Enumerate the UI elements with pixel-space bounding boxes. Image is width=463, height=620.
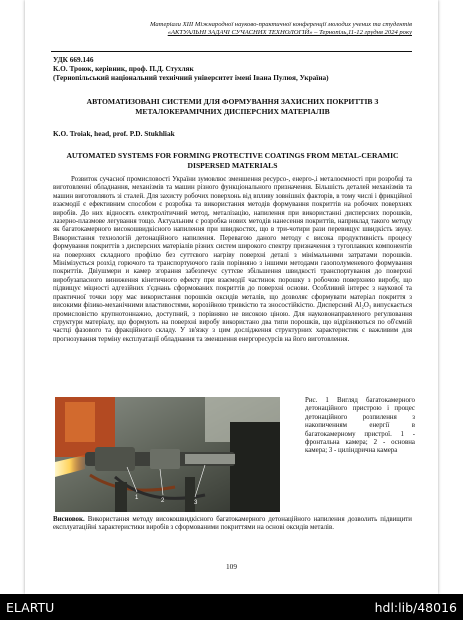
footer-repo-name: ELARTU <box>6 600 55 615</box>
article-meta <box>53 55 329 82</box>
conference-line-2: «АКТУАЛЬНІ ЗАДАЧІ СУЧАСНИХ ТЕХНОЛОГІЙ» – Тернопіль,11-12 грудня 2024 року <box>167 29 412 36</box>
callout-2: 2 <box>161 498 165 504</box>
authors-ua: К.О. Троюк, керівник, проф. П.Д. Стухляк <box>53 64 194 73</box>
callout-3: 3 <box>194 500 198 506</box>
conference-header <box>51 21 412 37</box>
authors-en: K.O. Troiak, head, prof. P.D. Stukhliak <box>53 129 175 138</box>
repository-footer <box>0 594 463 620</box>
detonation-device-photo <box>55 397 280 512</box>
affiliation: (Тернопільський національний технічний університет імені Івана Пулюя, Україна) <box>53 73 329 82</box>
body-paragraph: Розвиток сучасної промисловості України зумовлює зменшення ресурсо-, енерго-,і металоємності при розробці та виготовленні обладнання, механізмів та машин різного функціонального призначення. Більшість деталей механізмів та машин виготовляють зі сталей. Для захисту робочих поверхонь від впливу зовнішніх факторів, в тому числі і фрикційної взаємодії є ефективним способом є розробка та використання методів формування покриттів на робочих поверхнях виробів. До них відносять електролітичний метод, металізацію, напилення при використанні дисперсних порошків, лазерно-плазмове легування тощо. Актуальним є розробка нових методів нанесення покриттів, наприклад такого методу як багатокамерного високошвидкісного напилення при швидкостях, що в три-чотири рази перевищує швидкість звуку. Використання технологій детонаційного напилення. Перевагою даного методу є висока продуктивність процесу формування покриттів з дисперсних матеріалів різних систем широкого спектру призначення з тугоплавких компонентів на поверхнях складного профілю без суттєвого нагріву поверхні деталі з мінімальними затратами порошків. Мінімізується розхід горючого та транспортуючого газів порівняно з іншими методами газополуменевого формування покриттів. Двіушмери и камер згорання забезпечує суттєве збільшення швидкості транспортування до поверхні виробузапасного виниження кінетичного ефекту при взаємодії частинок порошку з робочою поверхнею виробу, що підвищує міцності адгезійних з'єднань сформованих покриттів до поверхні основи. Особливий інтерес з наукової та практичної точки зору має використання порошків оксидів металів, що дозволяє сформувати матеріал покриття з високими фізико-механічними властивостями, корозійною тривкістю та зносостійкістю. Дисперсний Al₂O₃ випускається промисловістю крупнотоннажно, доступний, з порівняно не високою ціною. Для науковонаправленого регулювання структури матеріалу, що формують на поверхні виробу використано два типи порошків, що відрізняються по об'ємній частці фазового та фракційного складу. У зв'язку з цим дослідження структурних характеристик є важливим для прогнозування терміну експлуатації обладнання та зменшення енергоресурсів на його виготовлення. <box>53 176 412 343</box>
udc-code: УДК 669.146 <box>53 55 94 64</box>
figure-photo <box>55 397 280 512</box>
conclusion <box>53 516 412 533</box>
paper-page <box>25 0 438 594</box>
footer-handle-link[interactable]: hdl:lib/48016 <box>374 600 457 615</box>
header-divider <box>51 51 412 52</box>
conclusion-label: Висновок. <box>53 516 85 523</box>
figure-caption: Рис. 1 Вигляд багатокамерного детонаційного пристрою і процес детонаційного розпилення з накопиченням енергії в багатокамерному пристрої. 1 - фронтальна камера; 2 - основна камера; 3 - циліндрична камера <box>305 397 415 455</box>
title-ua: АВТОМАТИЗОВАНІ СИСТЕМИ ДЛЯ ФОРМУВАННЯ ЗАХИСНИХ ПОКРИТТІВ З МЕТАЛОКЕРАМІЧНИХ ДИСПЕРСНИХ МАТЕРІАЛІВ <box>86 97 379 116</box>
title-en: AUTOMATED SYSTEMS FOR FORMING PROTECTIVE COATINGS FROM METAL-CERAMIC DISPERSED MATERIALS <box>66 151 399 170</box>
callout-1: 1 <box>135 495 139 501</box>
conference-line-1: Матеріали XIII Міжнародної науково-практичної конференції молодих учених та студентів <box>149 21 412 28</box>
conclusion-text: Використання методу високошвидкісного багатокамерного детонаційного напилення дозволить підвищити експлуатаційні характеристики виробів з сформованими покриттями на основі оксидів металів. <box>53 516 412 532</box>
page-number: 109 <box>226 562 237 571</box>
